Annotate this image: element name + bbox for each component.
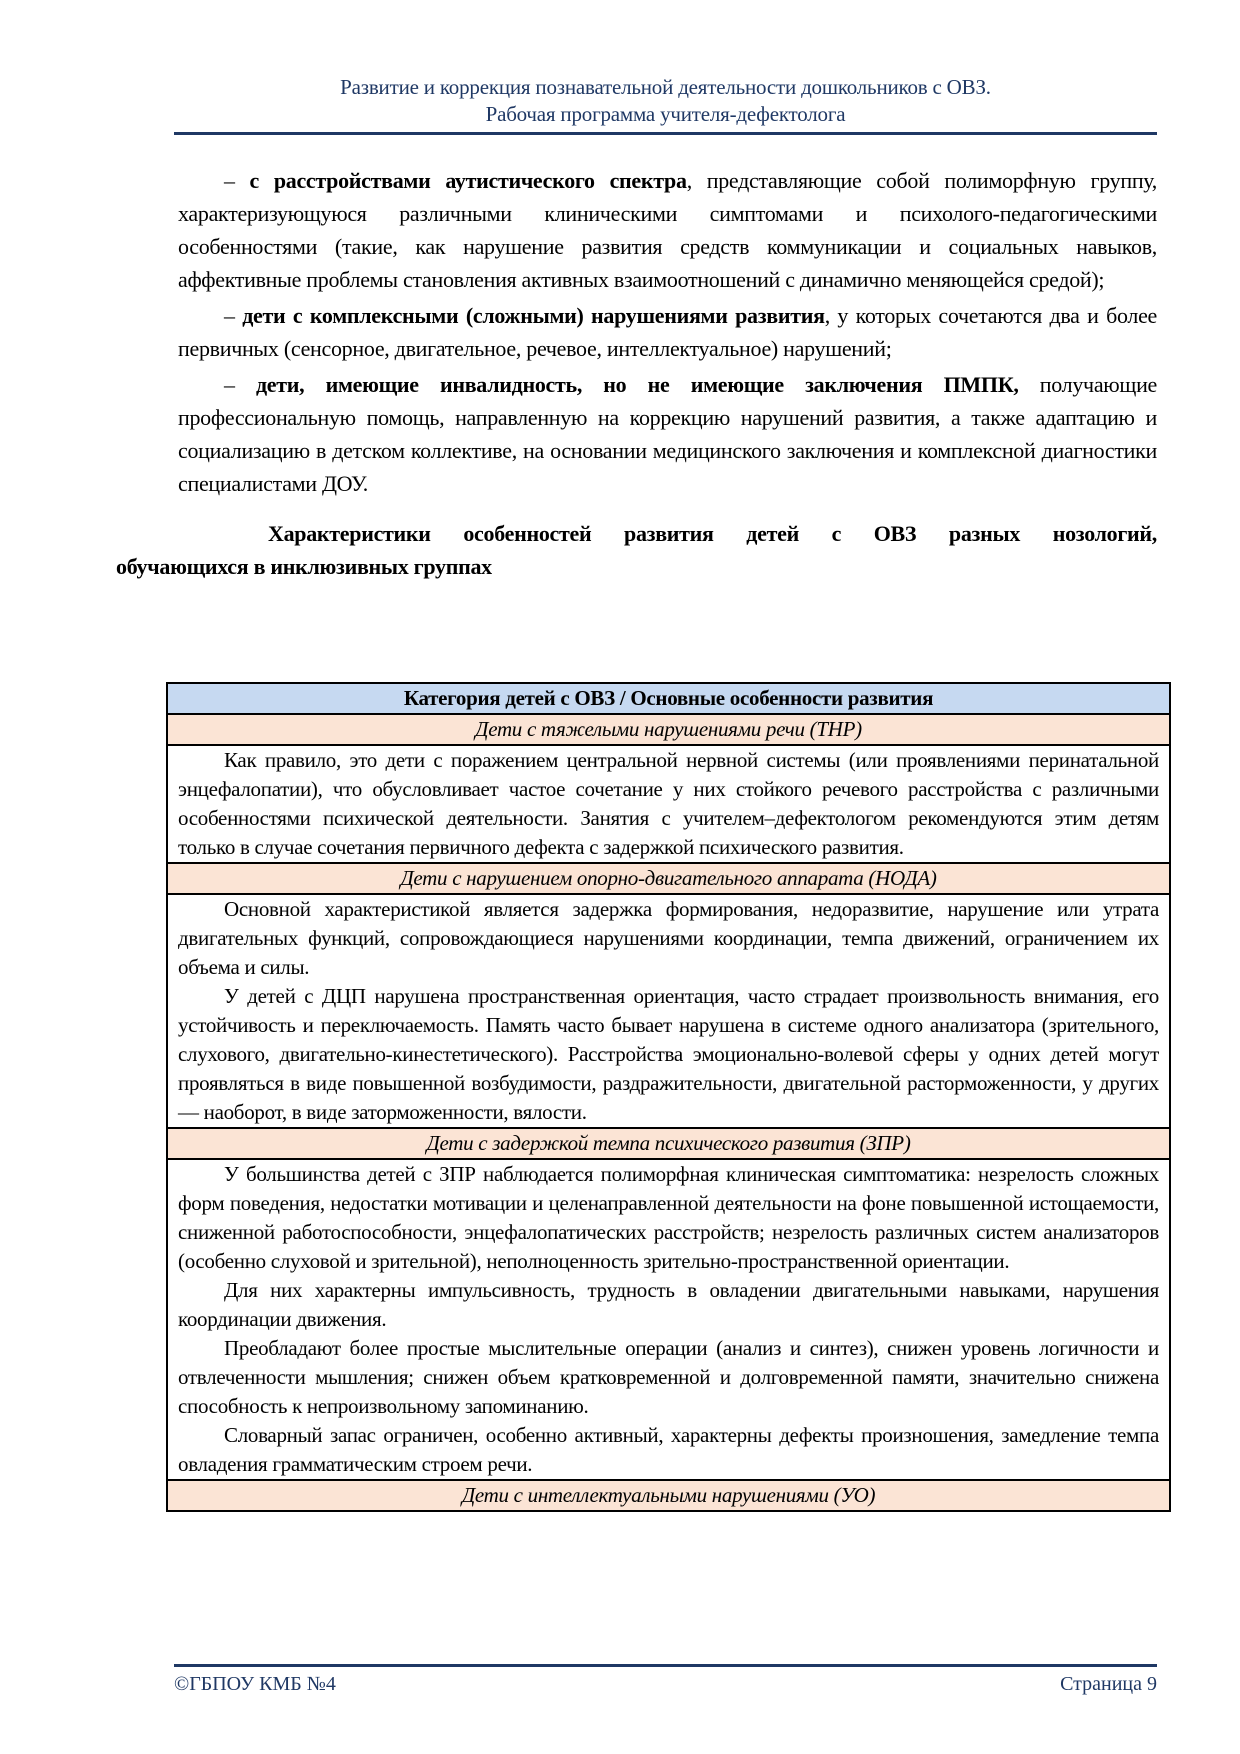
dash: –: [224, 303, 243, 328]
item-text: , у которых сочетаются два и более первичных (сенсорное, двигательное, речевое, интеллектуальное) нарушений;: [178, 303, 1158, 361]
page-number: Страница 9: [1060, 1673, 1157, 1695]
description-paragraph: Словарный запас ограничен, особенно активный, характерны дефекты произношения, замедление темпа овладения грамматическим строем речи.: [178, 1423, 1159, 1476]
category-row: Дети с интеллектуальными нарушениями (УО): [167, 1480, 1170, 1511]
category-row: Дети с тяжелыми нарушениями речи (ТНР): [167, 714, 1170, 745]
list-item: [178, 164, 1157, 296]
item-text: , представляющие собой полиморфную группу, характеризующуюся различными клиническими симптомами и психолого-педагогическими особенностями (такие, как нарушение развития средств коммуникации и социальных навыков, аффективные проблемы становления активных взаимоотношений с динамично меняющейся средой);: [178, 168, 1157, 292]
footer-copyright: ©ГБПОУ КМБ №4: [174, 1673, 336, 1695]
characteristics-table: [166, 682, 1171, 1512]
description-paragraph: Как правило, это дети с поражением центральной нервной системы (или проявлениями перинатальной энцефалопатии), что обусловливает частое сочетание у них стойкого речевого расстройства с различными особенностями психической деятельности. Занятия с учителем–дефектологом рекомендуются этим детям только в случае сочетания первичного дефекта с задержкой психического развития.: [178, 748, 1159, 859]
dash: –: [224, 168, 250, 193]
section-title: [116, 517, 1157, 583]
bold-term: дети с комплексными (сложными) нарушениями развития: [242, 303, 825, 328]
category-row: Дети с задержкой темпа психического развития (ЗПР): [167, 1128, 1170, 1159]
bold-term: с расстройствами аутистического спектра: [249, 168, 687, 193]
description-cell: [167, 894, 1170, 1128]
document-body: [116, 164, 1158, 583]
description-paragraph: Основной характеристикой является задержка формирования, недоразвитие, нарушение или утрата двигательных функций, сопровождающиеся нарушениями координации, темпа движений, ограничением их объема и силы.: [178, 897, 1159, 979]
running-header: [174, 74, 1157, 128]
footer-divider: [174, 1664, 1157, 1667]
dash: –: [224, 372, 256, 397]
header-line-2: Рабочая программа учителя-дефектолога: [485, 102, 846, 126]
description-paragraph: У большинства детей с ЗПР наблюдается полиморфная клиническая симптоматика: незрелость сложных форм поведения, недостатки мотивации и целенаправленной деятельности на фоне повышенной истощаемости, сниженной работоспособности, энцефалопатических расстройств; незрелость различных систем анализаторов (особенно слуховой и зрительной), неполноценность зрительно-пространственной ориентации.: [178, 1162, 1159, 1273]
item-text: получающие профессиональную помощь, направленную на коррекцию нарушений развития, а также адаптацию и социализацию в детском коллективе, на основании медицинского заключения и комплексной диагностики специалистами ДОУ.: [178, 372, 1158, 496]
description-paragraph: У детей с ДЦП нарушена пространственная ориентация, часто страдает произвольность внимания, его устойчивость и переключаемость. Память часто бывает нарушена в системе одного анализатора (зрительного, слухового, двигательно-кинестетического). Расстройства эмоционально-волевой сферы у одних детей могут проявляться в виде повышенной возбудимости, раздражительности, двигательной расторможенности, у других — наоборот, в виде заторможенности, вялости.: [178, 984, 1159, 1124]
description-paragraph: Для них характерны импульсивность, трудность в овладении двигательными навыками, нарушения координации движения.: [178, 1278, 1159, 1331]
category-row: Дети с нарушением опорно-двигательного аппарата (НОДА): [167, 863, 1170, 894]
header-divider: [174, 132, 1157, 135]
bold-term: дети, имеющие инвалидность, но не имеющие заключения ПМПК,: [255, 372, 1019, 397]
list-item: [178, 368, 1157, 500]
header-line-1: Развитие и коррекция познавательной деятельности дошкольников с ОВЗ.: [340, 75, 991, 99]
section-title-line-1: Характеристики особенностей развития детей с ОВЗ разных нозологий,: [268, 521, 1157, 546]
description-paragraph: Преобладают более простые мыслительные операции (анализ и синтез), снижен уровень логичности и отвлеченности мышления; снижен объем кратковременной и долговременной памяти, значительно снижена способность к непроизвольному запоминанию.: [178, 1336, 1159, 1418]
list-item: [178, 299, 1157, 365]
table-header: Категория детей с ОВЗ / Основные особенности развития: [167, 683, 1170, 714]
description-cell: [167, 745, 1170, 863]
section-title-line-2: обучающихся в инклюзивных группах: [116, 554, 492, 579]
description-cell: [167, 1159, 1170, 1480]
